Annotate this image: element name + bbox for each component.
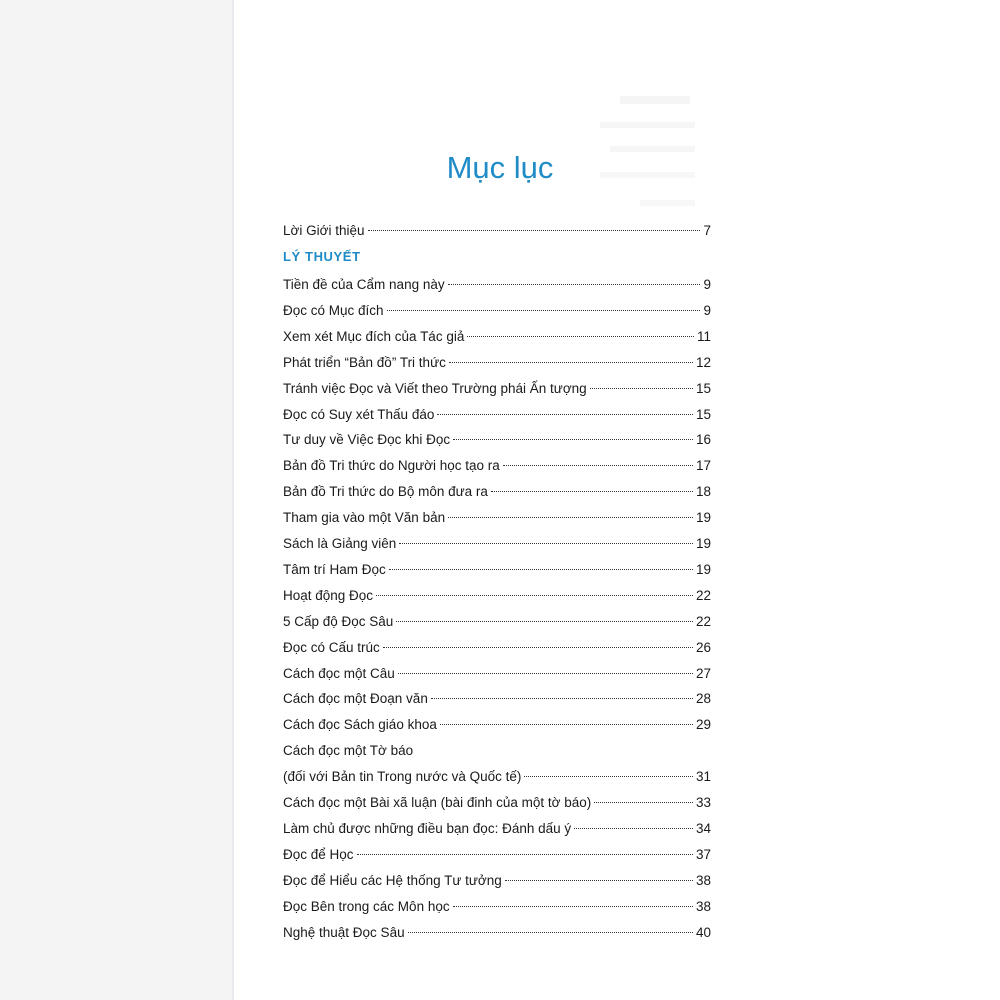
toc-entry-page: 9 <box>703 277 711 292</box>
toc-entry-label: Làm chủ được những điều bạn đọc: Đánh dấu ý <box>283 820 572 836</box>
toc-entry-page: 15 <box>695 406 711 422</box>
toc-entry[interactable] <box>283 378 711 400</box>
toc-entry[interactable] <box>283 792 711 814</box>
toc-entry-page: 15 <box>695 380 711 396</box>
toc-entry-label: Đọc Bên trong các Môn học <box>283 898 450 914</box>
toc-entry-page: 7 <box>703 223 711 238</box>
dot-leader <box>467 336 694 337</box>
toc-entry-label: Đọc để Học <box>283 846 354 862</box>
toc-entry[interactable] <box>283 663 711 685</box>
dot-leader <box>431 698 693 699</box>
dot-leader <box>590 388 693 389</box>
toc-entry-label: Hoạt động Đọc <box>283 587 374 603</box>
section-heading: LÝ THUYẾT <box>283 249 361 264</box>
toc-entry-label: Sách là Giảng viên <box>283 536 397 551</box>
toc-entry-page: 19 <box>695 561 711 577</box>
show-through-mark <box>640 200 695 206</box>
toc-entry[interactable] <box>283 481 711 503</box>
toc-entry-page: 19 <box>695 510 711 526</box>
dot-leader <box>440 724 693 725</box>
toc-entry[interactable] <box>283 300 711 322</box>
toc-entry-page: 16 <box>695 432 711 448</box>
toc-entry-label: Bản đồ Tri thức do Bộ môn đưa ra <box>283 484 488 500</box>
toc-entry-page: 19 <box>695 536 711 551</box>
toc-entry-label: Cách đọc một Câu <box>283 665 395 681</box>
toc-entry[interactable] <box>283 429 711 451</box>
dot-leader <box>398 673 693 674</box>
toc-entry-page: 11 <box>696 328 711 344</box>
dot-leader <box>448 284 701 285</box>
dot-leader <box>357 854 693 855</box>
toc-entry[interactable] <box>283 559 711 581</box>
toc-entry-page: 17 <box>695 458 711 474</box>
toc-entry-label: Phát triển “Bản đồ” Tri thức <box>283 354 446 370</box>
toc-entry[interactable] <box>283 352 711 374</box>
toc-entry-label: Tham gia vào một Văn bản <box>283 510 446 526</box>
toc-entry-page: 26 <box>695 639 711 655</box>
toc-entry-label: 5 Cấp độ Đọc Sâu <box>283 613 394 629</box>
show-through-mark <box>600 122 695 128</box>
toc-entry-label: Xem xét Mục đích của Tác giả <box>283 328 465 344</box>
dot-leader <box>383 647 693 648</box>
toc-entry-page: 31 <box>695 769 711 785</box>
dot-leader <box>376 595 693 596</box>
toc-entry[interactable] <box>283 533 711 555</box>
toc-entry-label: Cách đọc một Đoạn văn <box>283 691 428 707</box>
toc-entry-page: 18 <box>695 484 711 500</box>
dot-leader <box>408 932 693 933</box>
page-title: Mục lục <box>446 150 554 185</box>
toc-entry[interactable] <box>283 844 711 866</box>
toc-entry-label: Nghệ thuật Đọc Sâu <box>283 924 405 940</box>
toc-entry[interactable] <box>283 922 711 944</box>
dot-leader <box>503 465 693 466</box>
toc-entry-page: 40 <box>695 924 711 940</box>
toc-entry-page: 37 <box>695 846 711 862</box>
dot-leader <box>448 517 693 518</box>
toc-entry-label: Cách đọc một Bài xã luận (bài đinh của một tờ báo) <box>283 795 592 810</box>
toc-entry-label: Đọc có Cấu trúc <box>283 639 380 655</box>
dot-leader <box>453 906 693 907</box>
toc-entry[interactable] <box>283 274 711 296</box>
dot-leader <box>387 310 701 311</box>
dot-leader <box>505 880 693 881</box>
toc-entry-page: 38 <box>695 872 711 888</box>
toc-entry[interactable] <box>283 404 711 426</box>
dot-leader <box>437 414 693 415</box>
toc-entry-page: 38 <box>695 898 711 914</box>
toc-entry[interactable] <box>283 611 711 633</box>
toc-entry-page: 9 <box>703 302 711 318</box>
toc-entry-label: Đọc có Suy xét Thấu đáo <box>283 406 435 422</box>
toc-entry-label: Bản đồ Tri thức do Người học tạo ra <box>283 458 500 474</box>
toc-entry-label: Đọc có Mục đích <box>283 302 384 318</box>
toc-entry[interactable] <box>283 714 711 736</box>
toc-entry-page: 34 <box>695 820 711 836</box>
toc-entry[interactable] <box>283 896 711 918</box>
show-through-mark <box>620 96 690 104</box>
toc-entry[interactable] <box>283 455 711 477</box>
toc-entry[interactable] <box>283 870 711 892</box>
dot-leader <box>368 230 701 231</box>
toc-entry-page: 33 <box>695 795 711 810</box>
dot-leader <box>574 828 693 829</box>
toc-entry-intro[interactable] <box>283 220 711 242</box>
dot-leader <box>449 362 693 363</box>
toc-entry-label: Tiền đề của Cẩm nang này <box>283 277 445 292</box>
toc-entry-label: Tâm trí Ham Đọc <box>283 561 386 577</box>
toc-entry-label: Đọc để Hiểu các Hệ thống Tư tưởng <box>283 872 502 888</box>
dot-leader <box>453 439 693 440</box>
toc-entry-label: Tư duy về Việc Đọc khi Đọc <box>283 432 451 448</box>
toc-entry[interactable] <box>283 585 711 607</box>
toc-entry-page: 28 <box>695 691 711 707</box>
toc-entry[interactable] <box>283 688 711 710</box>
toc-entry-label: Lời Giới thiệu <box>283 223 365 238</box>
toc-entry-page: 12 <box>695 354 711 370</box>
toc-entry-label: Cách đọc một Tờ báo <box>283 743 414 759</box>
toc-entry-page: 22 <box>695 587 711 603</box>
toc-entry-label: Tránh việc Đọc và Viết theo Trường phái Ấn tượng <box>283 380 587 396</box>
dot-leader <box>396 621 693 622</box>
toc-entry[interactable] <box>283 507 711 529</box>
toc-entry[interactable] <box>283 326 711 348</box>
dot-leader <box>524 776 693 777</box>
toc-entry[interactable] <box>283 818 711 840</box>
toc-entry-page: 29 <box>695 717 711 733</box>
toc-entry[interactable] <box>283 637 711 659</box>
dot-leader <box>491 491 693 492</box>
toc-entry-page: 27 <box>695 665 711 681</box>
toc-entry-label-continued: (đối với Bản tin Trong nước và Quốc tế) <box>283 769 522 785</box>
toc-entry-page: 22 <box>695 613 711 629</box>
dot-leader <box>399 543 693 544</box>
toc-entry-label: Cách đọc Sách giáo khoa <box>283 717 437 733</box>
dot-leader <box>594 802 693 803</box>
dot-leader <box>389 569 693 570</box>
toc-entry[interactable] <box>283 740 711 785</box>
